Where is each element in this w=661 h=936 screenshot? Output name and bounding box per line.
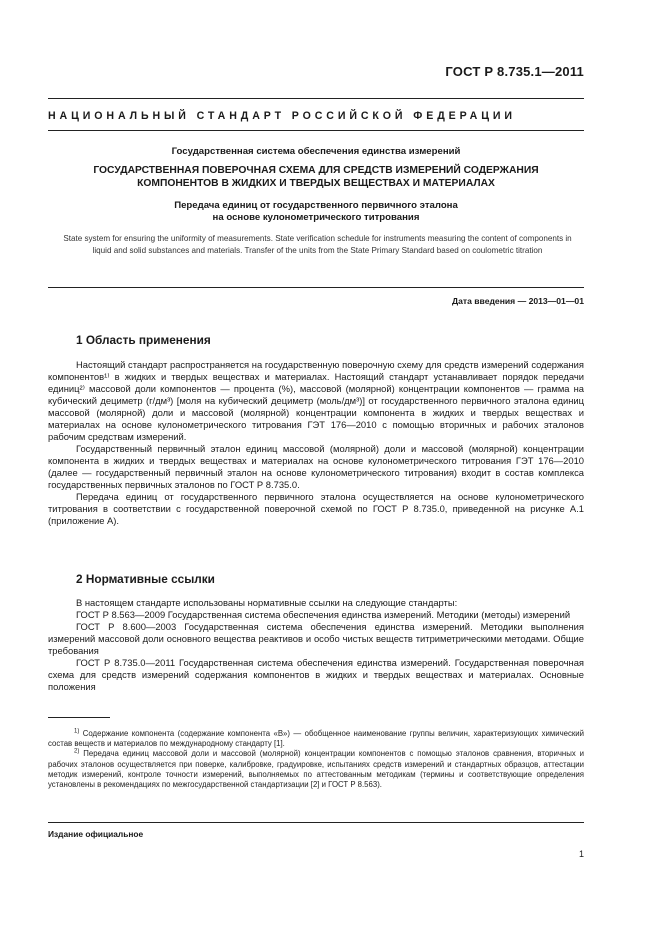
date-rule [48, 287, 584, 288]
section1-heading: 1 Область применения [76, 333, 211, 347]
page-number: 1 [578, 849, 584, 859]
footnote-1-marker: 1) [74, 728, 80, 735]
bottom-rule [48, 822, 584, 823]
top-rule [48, 98, 584, 99]
normative-reference-3: ГОСТ Р 8.735.0—2011 Государственная система обеспечения единства измерений. Государственная поверочная схема для средств измерений содержания компонентов в жидких и твердых веществах и материалах. Основные положения [48, 657, 584, 692]
section1-paragraph3: Передача единиц от государственного первичного эталона осуществляется на основе кулонометрического титрования в соответствии с государственной поверочной схемой по ГОСТ Р 8.735.0, приведенной на рисунке А.1 (приложение А). [48, 491, 584, 526]
section1-paragraph2: Государственный первичный эталон единиц массовой (молярной) доли и массовой (молярной) концентрации компонента в жидких и твердых веществах и материалах на основе кулонометрического титрования ГЭТ 176—2010 (далее — государственный первичный эталон на основе кулонометрического титрования) входит в состав комплекса государственных первичных эталонов по ГОСТ Р 8.735.0. [48, 443, 584, 490]
section1-paragraph1: Настоящий стандарт распространяется на государственную поверочную схему для средств измерений содержания компонентов¹⁾ в жидких и твердых веществах и материалах. Настоящий стандарт устанавливает порядок передачи единиц²⁾ массовой доли компонентов — процента (%), массовой (молярной) концентрации компонентов — грамма на кубический дециметр (г/дм³) [моля на кубический дециметр (моль/дм³)] от государственного первичного эталона единиц массовой (молярной) доли и массовой (молярной) концентрации компонента в жидких и твердых веществах и материалах на основе кулонометрического титрования ГЭТ 176—2010 с помощью вторичных и рабочих эталонов рабочим средствам измерений. [48, 359, 584, 442]
document-subtitle-line2: на основе кулонометрического титрования [212, 212, 420, 223]
banner-rule [48, 130, 584, 131]
footnote-2-text: Передача единиц массовой доли и массовой (молярной) концентрации компонентов с помощью эталонов сравнения, вторичных и рабочих эталонов осуществляется при поверке, калибровке, градуировке, испытаниях средств измерений и стандартных образцов, аттестации методик измерений, контроле точности измерений, выполняемых по аттестованным методикам (термины и соответствующие определения установлены в рекомендациях по межгосударственной стандартизации [2] и ГОСТ Р 8.563). [48, 749, 584, 790]
document-subtitle [48, 200, 584, 224]
section1-body [48, 359, 584, 527]
footnote-1-text: Содержание компонента (содержание компонента «B») — обобщенное наименование группы величин, характеризующих химический состав веществ и материалов по международному стандарту [1]. [48, 729, 584, 749]
effective-date: Дата введения — 2013—01—01 [451, 296, 584, 306]
document-subtitle-line1: Передача единиц от государственного первичного эталона [174, 200, 458, 211]
system-title: Государственная система обеспечения единства измерений [171, 146, 461, 157]
section2-body [48, 597, 584, 693]
document-number: ГОСТ Р 8.735.1—2011 [445, 64, 584, 79]
document-title-line2: КОМПОНЕНТОВ В ЖИДКИХ И ТВЕРДЫХ ВЕЩЕСТВАХ И МАТЕРИАЛАХ [137, 178, 495, 189]
official-edition-label: Издание официальное [48, 829, 144, 839]
document-title [48, 164, 584, 190]
document-title-line1: ГОСУДАРСТВЕННАЯ ПОВЕРОЧНАЯ СХЕМА ДЛЯ СРЕДСТВ ИЗМЕРЕНИЙ СОДЕРЖАНИЯ [93, 165, 539, 176]
footnote-1 [48, 729, 584, 749]
english-title: State system for ensuring the uniformity of measurements. State verification schedule for instruments measuring the content of components in liquid and solid substances and materials. Transfer of the units from the State Primary Standard based on coulometric titration [63, 234, 572, 255]
footnote-rule [48, 717, 110, 718]
normative-reference-2: ГОСТ Р 8.600—2003 Государственная система обеспечения единства измерений. Методики выполнения измерений массовой доли основного вещества реактивов и особо чистых веществ титриметрическими методами. Общие требования [48, 621, 584, 656]
footnote-2 [48, 749, 584, 790]
national-standard-banner: НАЦИОНАЛЬНЫЙ СТАНДАРТ РОССИЙСКОЙ ФЕДЕРАЦИИ [48, 110, 516, 122]
footnotes [48, 729, 584, 790]
section2-intro: В настоящем стандарте использованы нормативные ссылки на следующие стандарты: [76, 597, 458, 608]
section2-heading: 2 Нормативные ссылки [76, 572, 215, 586]
normative-reference-1: ГОСТ Р 8.563—2009 Государственная система обеспечения единства измерений. Методики (методы) измерений [76, 609, 571, 620]
footnote-2-marker: 2) [74, 748, 80, 755]
